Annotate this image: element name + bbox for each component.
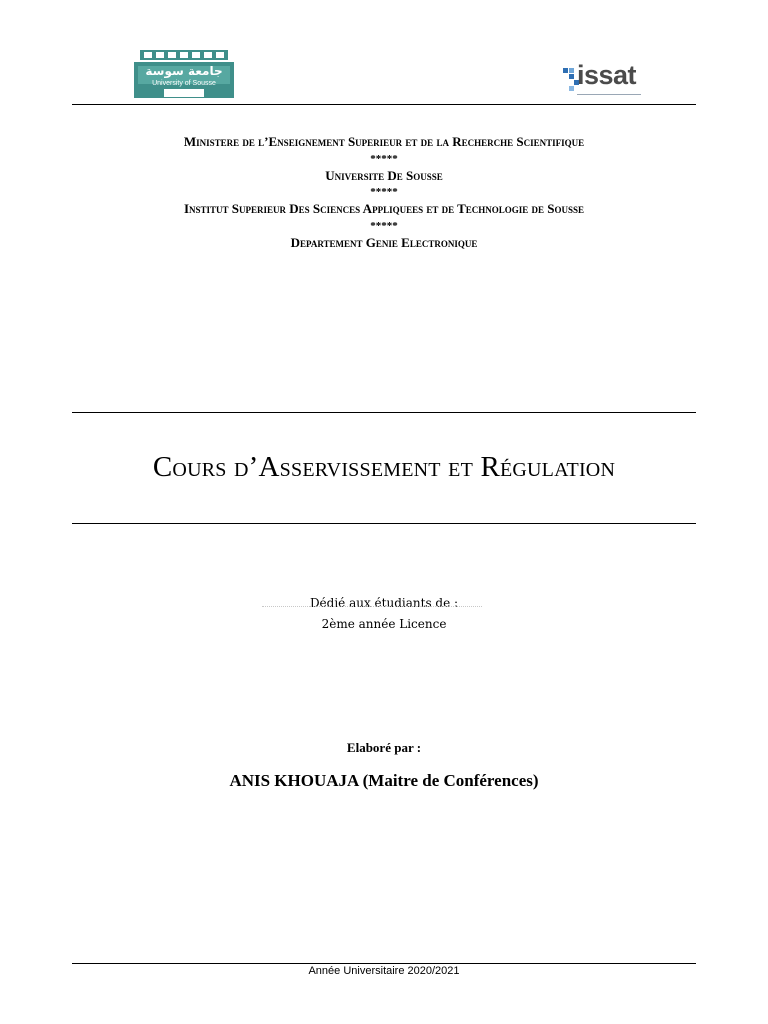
header-rule	[72, 104, 696, 105]
dedication-level: 2ème année Licence	[321, 617, 447, 631]
separator-stars: *****	[370, 219, 398, 232]
title-top-rule	[72, 412, 696, 413]
separator-stars: *****	[370, 186, 398, 199]
academic-year: Année Universitaire 2020/2021	[308, 965, 460, 977]
issat-logo	[563, 60, 645, 102]
department-line: Departement Genie Electronique	[290, 234, 478, 250]
separator-stars: *****	[370, 152, 398, 165]
ministry-line: Ministere de l’Enseignement Superieur et de la Recherche Scientifique	[183, 134, 585, 149]
faded-text-line	[262, 606, 482, 610]
title-bottom-rule	[72, 523, 696, 524]
author-label: Elaboré par :	[346, 740, 422, 755]
course-title: Cours d’Asservissement et Régulation	[152, 451, 616, 483]
university-line: Universite De Sousse	[325, 167, 443, 183]
issat-logo-text: issat	[577, 60, 637, 90]
institute-line: Institut Superieur Des Sciences Appliquees et de Technologie de Sousse	[183, 201, 585, 217]
logo-arabic-text: جامعة سوسة	[145, 64, 223, 78]
institution-block	[72, 134, 696, 252]
issat-underline	[577, 94, 641, 95]
logo-english-text: University of Sousse	[152, 80, 216, 87]
author-name: ANIS KHOUAJA (Maitre de Conférences)	[229, 771, 539, 790]
dedication-line: Dédié aux étudiants de :	[309, 596, 459, 610]
university-of-sousse-logo	[134, 50, 234, 98]
footer-rule	[72, 963, 696, 964]
